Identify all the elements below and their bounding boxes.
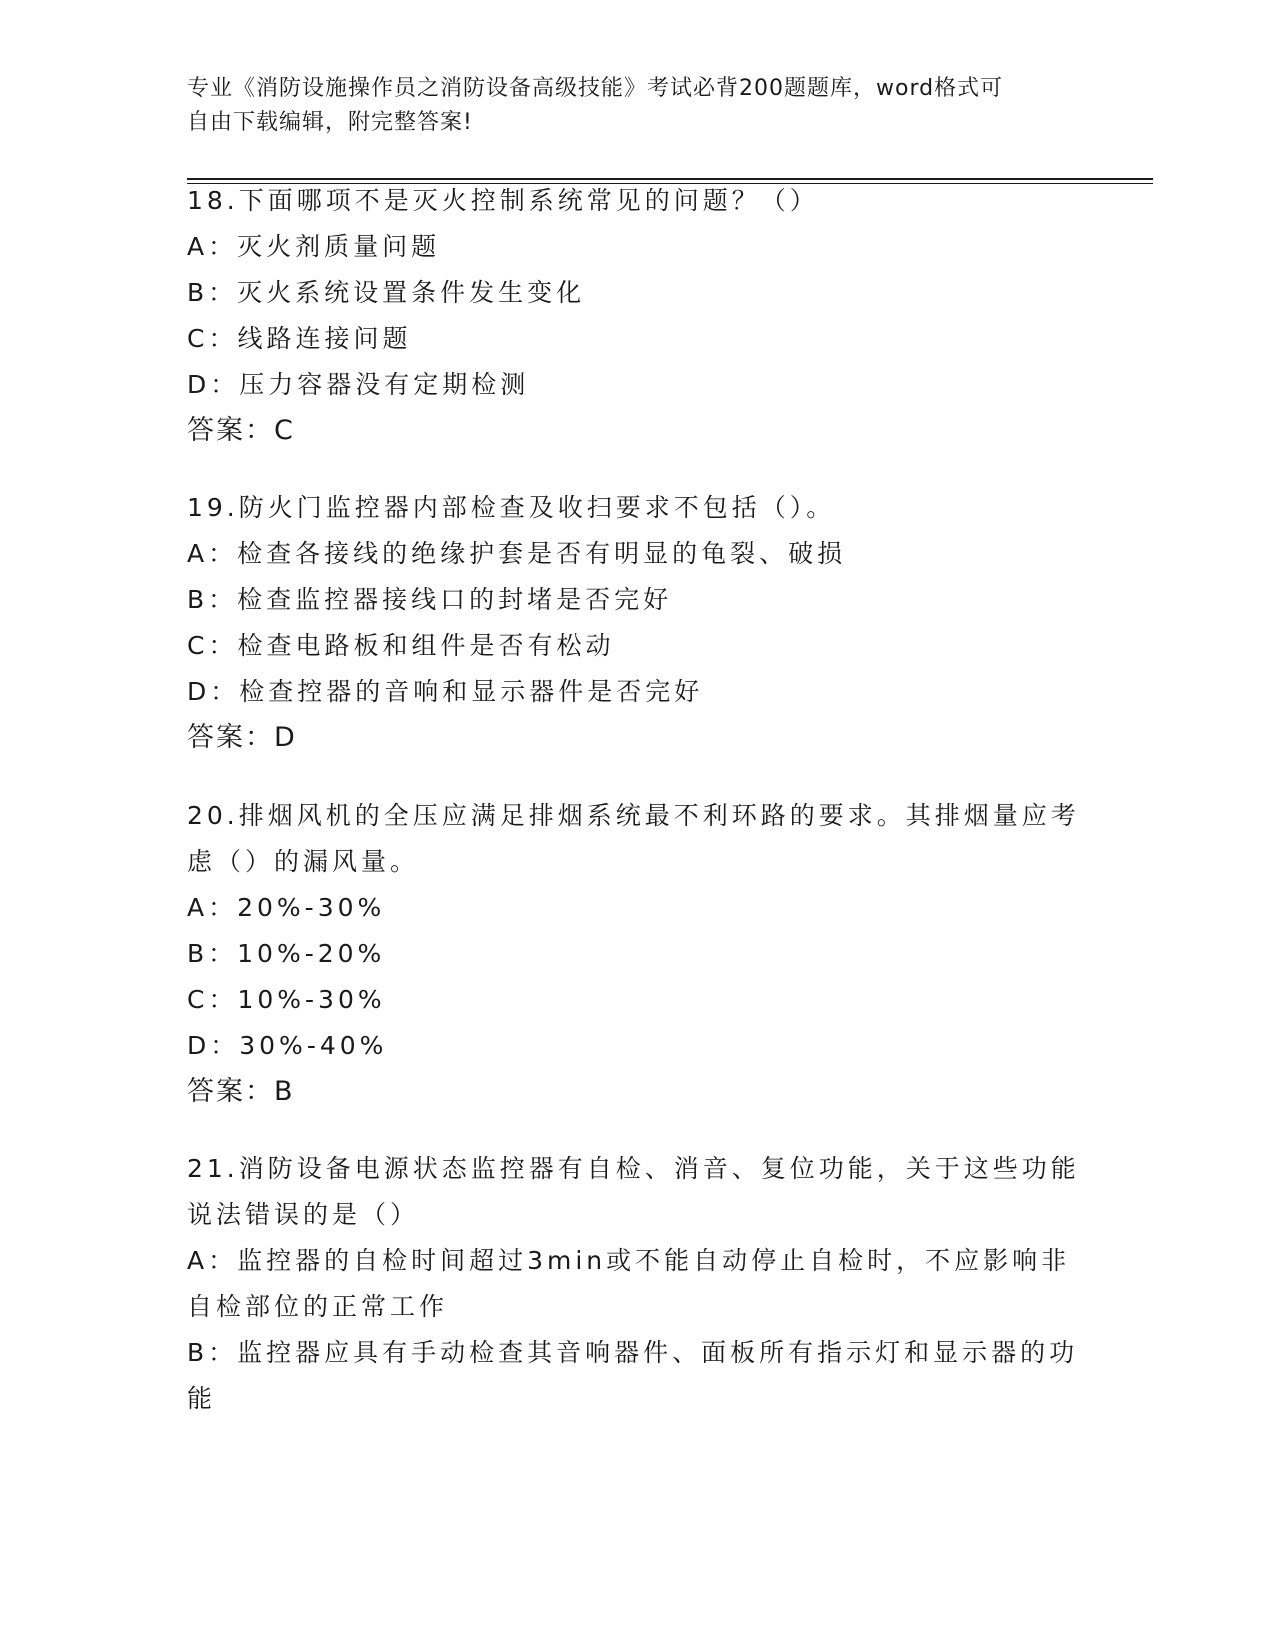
- question-18: [187, 178, 1087, 454]
- question-stem-line-1: 20.排烟风机的全压应满足排烟系统最不利环路的要求。其排烟量应考: [187, 801, 1080, 830]
- question-stem: 19.防火门监控器内部检查及收扫要求不包括（）。: [187, 493, 836, 522]
- answer-line: 答案：D: [187, 722, 297, 753]
- option-a: A：检查各接线的绝缘护套是否有明显的龟裂、破损: [187, 539, 847, 568]
- answer-line: 答案：C: [187, 415, 295, 446]
- question-stem-line-2: 虑（）的漏风量。: [187, 847, 420, 876]
- option-d: D：30%-40%: [187, 1031, 388, 1060]
- question-stem: 18.下面哪项不是灭火控制系统常见的问题？（）: [187, 186, 819, 215]
- option-b: B：检查监控器接线口的封堵是否完好: [187, 585, 673, 614]
- option-b: B：灭火系统设置条件发生变化: [187, 278, 586, 307]
- option-b: B：10%-20%: [187, 939, 386, 968]
- header-line-1: 专业《消防设施操作员之消防设备高级技能》考试必背200题题库，word格式可: [187, 76, 1004, 101]
- document-header: [187, 72, 1067, 140]
- option-b-line-1: B：监控器应具有手动检查其音响器件、面板所有指示灯和显示器的功: [187, 1338, 1079, 1367]
- option-d: D：压力容器没有定期检测: [187, 370, 530, 399]
- question-21: [187, 1146, 1087, 1422]
- question-stem-line-2: 说法错误的是（）: [187, 1200, 420, 1229]
- option-c: C：10%-30%: [187, 985, 386, 1014]
- answer-line: 答案：B: [187, 1076, 295, 1107]
- question-19: [187, 485, 1087, 761]
- option-a-line-2: 自检部位的正常工作: [187, 1292, 449, 1321]
- option-a: A：灭火剂质量问题: [187, 232, 441, 261]
- option-c: C：线路连接问题: [187, 324, 412, 353]
- header-line-2: 自由下载编辑，附完整答案!: [187, 110, 473, 135]
- question-stem-line-1: 21.消防设备电源状态监控器有自检、消音、复位功能，关于这些功能: [187, 1154, 1080, 1183]
- option-a-line-1: A：监控器的自检时间超过3min或不能自动停止自检时，不应影响非: [187, 1246, 1071, 1275]
- option-b-line-2: 能: [187, 1384, 217, 1413]
- question-20: [187, 793, 1087, 1115]
- option-d: D：检查控器的音响和显示器件是否完好: [187, 677, 704, 706]
- option-c: C：检查电路板和组件是否有松动: [187, 631, 615, 660]
- option-a: A：20%-30%: [187, 893, 386, 922]
